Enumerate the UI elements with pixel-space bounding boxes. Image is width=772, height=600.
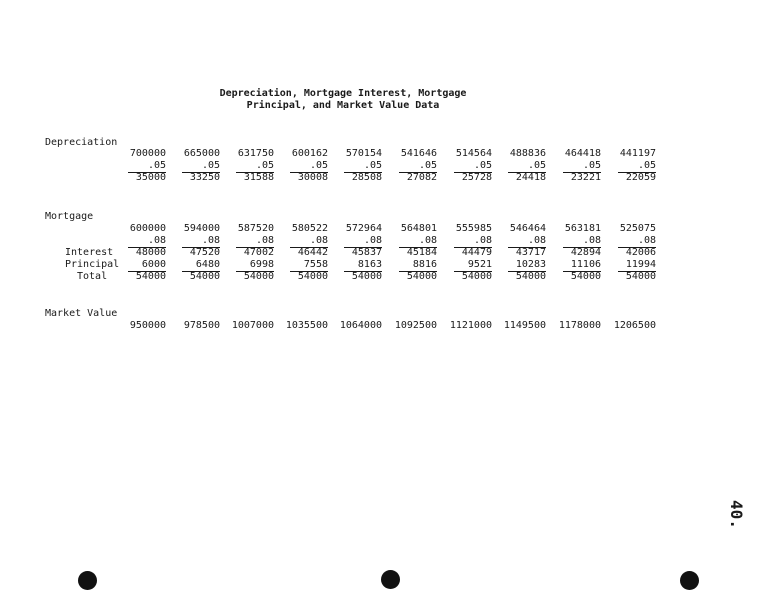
table-cell: 950000 <box>129 320 166 331</box>
depreciation-values-row <box>0 148 772 160</box>
table-cell: .08 <box>582 235 601 246</box>
table-cell: 54000 <box>461 271 492 282</box>
table-cell: 27082 <box>406 172 437 183</box>
table-cell: 514564 <box>455 148 492 159</box>
table-cell: 54000 <box>625 271 656 282</box>
table-cell: 594000 <box>183 223 220 234</box>
table-cell: .08 <box>527 235 546 246</box>
table-cell: 42894 <box>570 247 601 258</box>
table-cell: .08 <box>255 235 274 246</box>
table-cell: 22059 <box>625 172 656 183</box>
table-cell: .05 <box>363 160 382 171</box>
table-cell: 47520 <box>189 247 220 258</box>
table-cell: .05 <box>582 160 601 171</box>
table-cell: 563181 <box>564 223 601 234</box>
table-cell: 1007000 <box>231 320 274 331</box>
mortgage-interest-row <box>0 247 772 259</box>
interest-label: Interest <box>65 247 114 258</box>
table-cell: 6000 <box>141 259 166 270</box>
table-cell: 665000 <box>183 148 220 159</box>
table-cell: .05 <box>418 160 437 171</box>
table-cell: 54000 <box>297 271 328 282</box>
table-cell: 1149500 <box>503 320 546 331</box>
table-cell: 54000 <box>351 271 382 282</box>
table-cell: .05 <box>309 160 328 171</box>
punch-hole-center <box>381 570 400 589</box>
mortgage-label: Mortgage <box>45 211 94 222</box>
punch-hole-left <box>78 571 97 590</box>
table-cell: 47002 <box>243 247 274 258</box>
principal-label: Principal <box>65 259 120 270</box>
total-label: Total <box>77 271 108 282</box>
table-cell: 541646 <box>400 148 437 159</box>
table-cell: 28508 <box>351 172 382 183</box>
table-cell: 54000 <box>515 271 546 282</box>
table-cell: .05 <box>201 160 220 171</box>
table-cell: 564801 <box>400 223 437 234</box>
document-title-line-2: Principal, and Market Value Data <box>246 100 440 111</box>
depreciation-label: Depreciation <box>45 137 118 148</box>
table-cell: .05 <box>527 160 546 171</box>
mortgage-rates-row <box>0 235 772 247</box>
table-cell: 441197 <box>619 148 656 159</box>
depreciation-amounts-row <box>0 172 772 184</box>
mortgage-balances-row <box>0 223 772 235</box>
mortgage-total-row <box>0 271 772 283</box>
table-cell: .08 <box>201 235 220 246</box>
table-cell: 580522 <box>291 223 328 234</box>
table-cell: 700000 <box>129 148 166 159</box>
table-cell: .08 <box>418 235 437 246</box>
table-cell: .05 <box>473 160 492 171</box>
table-cell: 33250 <box>189 172 220 183</box>
table-cell: 1092500 <box>394 320 437 331</box>
table-cell: 23221 <box>570 172 601 183</box>
mortgage-principal-row <box>0 259 772 271</box>
table-cell: .08 <box>473 235 492 246</box>
table-cell: 8816 <box>412 259 437 270</box>
table-cell: .08 <box>309 235 328 246</box>
table-cell: 525075 <box>619 223 656 234</box>
table-cell: .08 <box>637 235 656 246</box>
table-cell: 11106 <box>570 259 601 270</box>
table-cell: 570154 <box>345 148 382 159</box>
table-cell: 7558 <box>303 259 328 270</box>
table-cell: .05 <box>147 160 166 171</box>
table-cell: 1206500 <box>613 320 656 331</box>
table-cell: 10283 <box>515 259 546 270</box>
table-cell: 45837 <box>351 247 382 258</box>
table-cell: 1121000 <box>449 320 492 331</box>
table-cell: 11994 <box>625 259 656 270</box>
table-cell: 54000 <box>189 271 220 282</box>
table-cell: 45184 <box>406 247 437 258</box>
table-cell: 43717 <box>515 247 546 258</box>
punch-hole-right <box>680 571 699 590</box>
table-cell: 6998 <box>249 259 274 270</box>
table-cell: 8163 <box>357 259 382 270</box>
table-cell: .05 <box>255 160 274 171</box>
table-cell: 48000 <box>135 247 166 258</box>
table-cell: 25728 <box>461 172 492 183</box>
document-title-line-1: Depreciation, Mortgage Interest, Mortgage <box>219 88 467 99</box>
table-cell: 44479 <box>461 247 492 258</box>
page-number: 40. <box>726 500 746 529</box>
table-cell: 30008 <box>297 172 328 183</box>
table-cell: 600162 <box>291 148 328 159</box>
market-value-label: Market Value <box>45 308 118 319</box>
table-cell: 488836 <box>509 148 546 159</box>
table-cell: 464418 <box>564 148 601 159</box>
table-cell: 600000 <box>129 223 166 234</box>
table-cell: 1178000 <box>558 320 601 331</box>
table-cell: 6480 <box>195 259 220 270</box>
table-cell: 9521 <box>467 259 492 270</box>
table-cell: 42006 <box>625 247 656 258</box>
table-cell: 54000 <box>243 271 274 282</box>
table-cell: 54000 <box>135 271 166 282</box>
table-cell: .05 <box>637 160 656 171</box>
table-cell: 631750 <box>237 148 274 159</box>
table-cell: 35000 <box>135 172 166 183</box>
table-cell: 572964 <box>345 223 382 234</box>
table-cell: 1035500 <box>285 320 328 331</box>
table-cell: 54000 <box>406 271 437 282</box>
table-cell: .08 <box>363 235 382 246</box>
market-value-row <box>0 320 772 332</box>
table-cell: 555985 <box>455 223 492 234</box>
table-cell: 31588 <box>243 172 274 183</box>
table-cell: 546464 <box>509 223 546 234</box>
table-cell: 978500 <box>183 320 220 331</box>
table-cell: 24418 <box>515 172 546 183</box>
table-cell: 587520 <box>237 223 274 234</box>
table-cell: .08 <box>147 235 166 246</box>
table-cell: 46442 <box>297 247 328 258</box>
table-cell: 1064000 <box>339 320 382 331</box>
table-cell: 54000 <box>570 271 601 282</box>
depreciation-rates-row <box>0 160 772 172</box>
